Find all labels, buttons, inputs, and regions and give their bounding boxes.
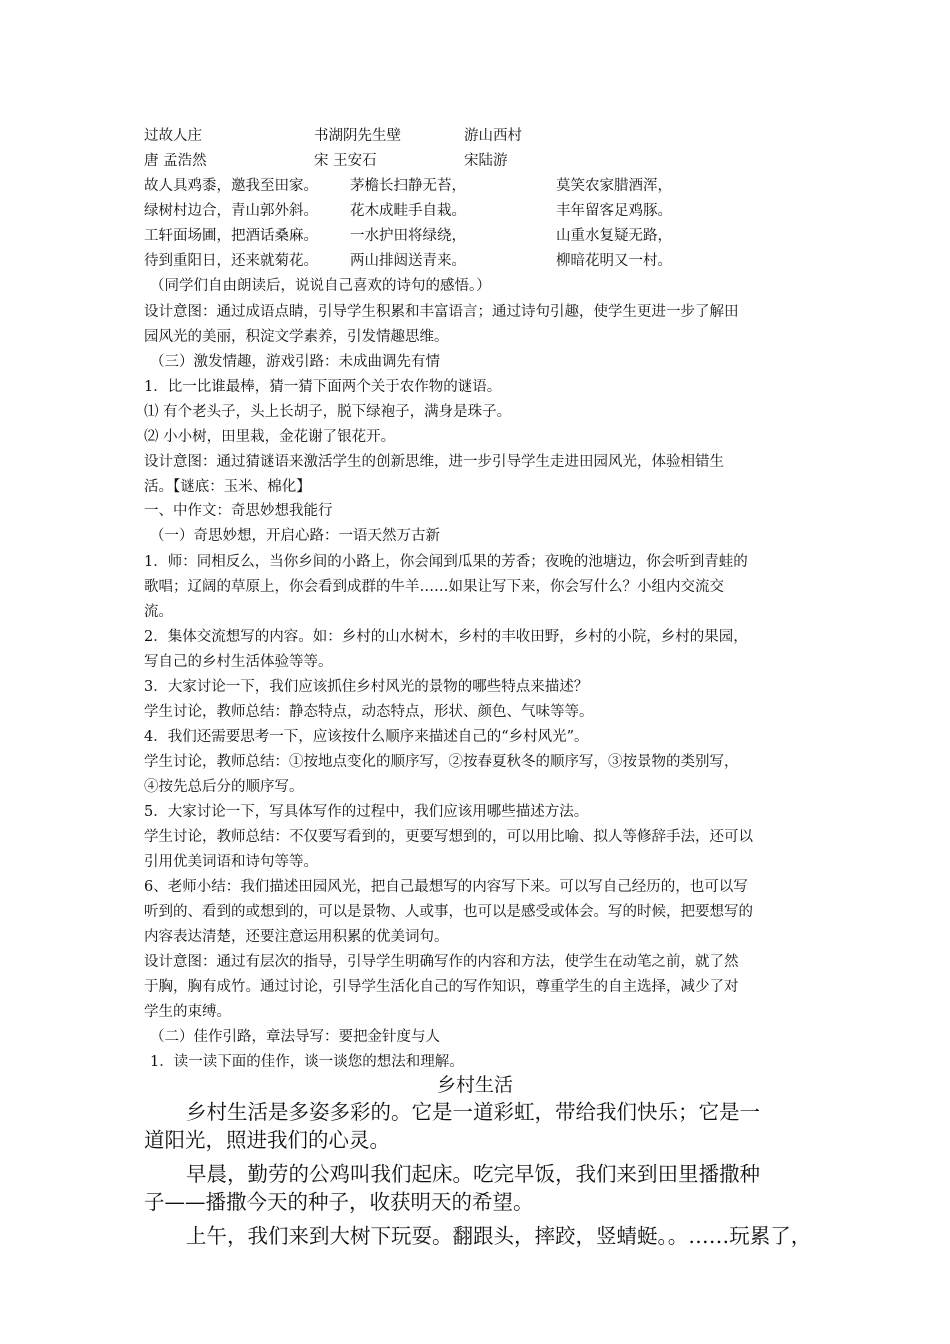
- poem-verse: 两山排闼送青来。: [350, 253, 466, 269]
- poem-verse-row: [144, 201, 844, 221]
- poem-title-2: 书湖阴先生壁: [314, 128, 401, 144]
- essay-title: 乡村生活: [436, 1074, 513, 1096]
- paragraph-line: 2．集体交流想写的内容。如：乡村的山水树木，乡村的丰收田野，乡村的小院，乡村的果园，: [144, 629, 748, 645]
- section-heading: 一、中作文：奇思妙想我能行: [144, 503, 333, 519]
- design-intent-text: 设计意图：通过有层次的指导，引导学生明确写作的内容和方法，使学生在动笔之前，就了然: [144, 954, 739, 970]
- paragraph-line: 内容表达清楚，还要注意运用积累的优美词句。: [144, 929, 449, 945]
- paragraph-line: 听到的、看到的或想到的，可以是景物、人或事，也可以是感受或体会。写的时候，把要想写的: [144, 904, 753, 920]
- design-intent-text: 园风光的美丽，积淀文学素养，引发情趣思维。: [144, 329, 449, 345]
- essay-line: 乡村生活是多姿多彩的。它是一道彩虹，带给我们快乐；它是一: [186, 1100, 760, 1124]
- poem-title-1: 过故人庄: [144, 128, 202, 144]
- poem-verse: 绿树村边合，青山郭外斜。: [144, 203, 318, 219]
- essay-line: 子——播撒今天的种子，收获明天的希望。: [144, 1190, 534, 1214]
- essay-line: 上午，我们来到大树下玩耍。翻跟头，摔跤，竖蜻蜓。。……玩累了，: [186, 1224, 812, 1248]
- paragraph-line: 学生讨论，教师总结：不仅要写看到的，更要写想到的，可以用比喻、拟人等修辞手法，还可以: [144, 829, 753, 845]
- riddle-item: ⑴ 有个老头子，头上长胡子，脱下绿袍子，满身是珠子。: [144, 404, 512, 420]
- poem-verse: 莫笑农家腊酒浑，: [556, 178, 672, 194]
- essay-line: 道阳光，照进我们的心灵。: [144, 1128, 390, 1152]
- poem-title-3: 游山西村: [464, 128, 522, 144]
- paragraph-line: 4．我们还需要思考一下，应该按什么顺序来描述自己的“乡村风光”。: [144, 729, 589, 745]
- design-intent-text: 活。【谜底：玉米、棉化】: [144, 479, 311, 495]
- poem-titles-row: [144, 126, 844, 146]
- poem-verse: 柳暗花明又一村。: [556, 253, 672, 269]
- reading-instruction: （同学们自由朗读后，说说自己喜欢的诗句的感悟。）: [150, 278, 491, 294]
- paragraph-line: 3．大家讨论一下，我们应该抓住乡村风光的景物的哪些特点来描述？: [144, 679, 589, 695]
- paragraph-line: 引用优美词语和诗句等等。: [144, 854, 318, 870]
- section-heading: （二）佳作引路，章法导写：要把金针度与人: [150, 1029, 440, 1045]
- poem-verse-row: [144, 176, 844, 196]
- poem-verse: 山重水复疑无路，: [556, 228, 672, 244]
- poem-verse: 工轩面场圃，把酒话桑麻。: [144, 228, 318, 244]
- paragraph-line: 流。: [144, 604, 173, 620]
- paragraph-line: 1．比一比谁最棒，猜一猜下面两个关于农作物的谜语。: [144, 379, 502, 395]
- section-heading: （一）奇思妙想，开启心路：一语天然万古新: [150, 528, 440, 544]
- poem-author-1: 唐 孟浩然: [144, 153, 207, 169]
- poem-verse: 茅檐长扫静无苔，: [350, 178, 466, 194]
- design-intent-text: 设计意图：通过猜谜语来激活学生的创新思维，进一步引导学生走进田园风光，体验相错生: [144, 454, 724, 470]
- paragraph-line: 写自己的乡村生活体验等等。: [144, 654, 333, 670]
- poem-verse: 一水护田将绿绕，: [350, 228, 466, 244]
- design-intent-text: 于胸，胸有成竹。通过讨论，引导学生活化自己的写作知识，尊重学生的自主选择，减少了对: [144, 979, 739, 995]
- poem-verse: 故人具鸡黍，邀我至田家。: [144, 178, 318, 194]
- poem-verse-row: [144, 251, 844, 271]
- paragraph-line: 1．读一读下面的佳作，谈一谈您的想法和理解。: [150, 1054, 464, 1070]
- design-intent-text: 设计意图：通过成语点睛，引导学生积累和丰富语言；通过诗句引趣，使学生更进一步了解田: [144, 304, 739, 320]
- poem-author-3: 宋陆游: [464, 153, 508, 169]
- riddle-item: ⑵ 小小树，田里栽，金花谢了银花开。: [144, 429, 396, 445]
- poem-authors-row: [144, 151, 844, 171]
- poem-verse-row: [144, 226, 844, 246]
- section-heading: （三）激发情趣，游戏引路：未成曲调先有情: [150, 354, 440, 370]
- design-intent-text: 学生的束缚。: [144, 1004, 231, 1020]
- paragraph-line: 歌唱；辽阔的草原上，你会看到成群的牛羊……如果让写下来，你会写什么？小组内交流交: [144, 579, 724, 595]
- poem-verse: 待到重阳日，还来就菊花。: [144, 253, 318, 269]
- poem-verse: 丰年留客足鸡豚。: [556, 203, 672, 219]
- paragraph-line: 学生讨论，教师总结：静态特点，动态特点，形状、颜色、气味等等。: [144, 704, 594, 720]
- poem-verse: 花木成畦手自栽。: [350, 203, 466, 219]
- paragraph-line: 1．师：同相反么，当你乡间的小路上，你会闻到瓜果的芳香；夜晚的池塘边，你会听到青蛙的: [144, 554, 748, 570]
- paragraph-line: 5．大家讨论一下，写具体写作的过程中，我们应该用哪些描述方法。: [144, 804, 589, 820]
- essay-line: 早晨，勤劳的公鸡叫我们起床。吃完早饭，我们来到田里播撒种: [186, 1162, 760, 1186]
- paragraph-line: 学生讨论，教师总结：①按地点变化的顺序写，②按春夏秋冬的顺序写，③按景物的类别写，: [144, 754, 739, 770]
- paragraph-line: ④按先总后分的顺序写。: [144, 779, 304, 795]
- poem-author-2: 宋 王安石: [314, 153, 377, 169]
- paragraph-line: 6、老师小结：我们描述田园风光，把自己最想写的内容写下来。可以写自己经历的，也可以写: [144, 879, 748, 895]
